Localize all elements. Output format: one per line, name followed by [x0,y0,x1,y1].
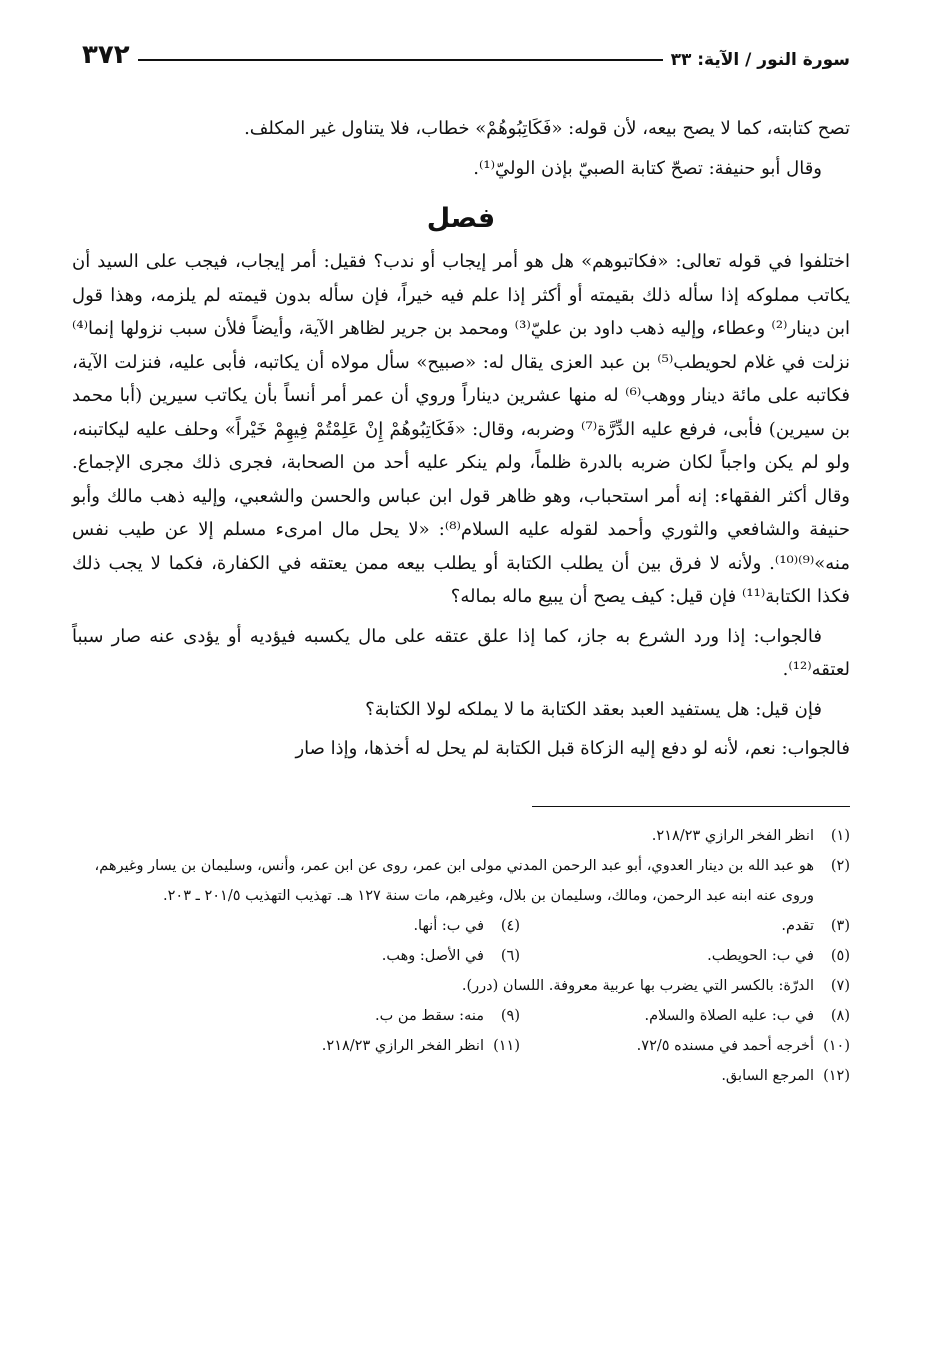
main-text [72,112,850,766]
footnote-text: منه: سقط من ب. [375,1007,484,1024]
footnote-text: في ب: عليه الصلاة والسلام. [644,1007,814,1024]
footnote-text: في ب: أنها. [413,917,484,934]
footnote-pair [72,911,850,941]
footnote [190,941,520,971]
footnote [72,821,850,851]
book-page [72,34,850,1091]
footnote-number: (١١) [493,1037,520,1054]
footnote [72,971,850,1001]
footnotes [72,821,850,1091]
footnote-number: (٣) [830,917,850,934]
footnote [520,1001,850,1031]
footnote-number: (٥) [830,947,850,964]
page-header [72,34,850,70]
footnote [72,851,850,911]
paragraph: فإن قيل: هل يستفيد العبد بعقد الكتابة ما لا يملكه لولا الكتابة؟ [365,698,822,720]
paragraph: وقال أبو حنيفة: تصحّ كتابة الصبيّ بإذن الوليّ⁽¹⁾. [473,157,822,179]
running-head: سورة النور / الآية: ٣٣ [670,50,850,70]
footnote-text: انظر الفخر الرازي ٢١٨/٢٣. [321,1037,484,1054]
footnote-number: (١) [830,827,850,844]
footnote [520,1031,850,1061]
page-number: ٣٧٢ [82,40,130,70]
footnote [190,911,520,941]
footnote [520,911,850,941]
footnote-text: المرجع السابق. [721,1067,814,1084]
paragraph: اختلفوا في قوله تعالى: «فكاتبوهم» هل هو أمر إيجاب أو ندب؟ فقيل: أمر إيجاب، فيجب على السيد أن يكاتب مملوكه إذا سأله ذلك بقيمته أو أكثر إذا علم فيه خيراً، فإن سأله بدون قيمته لم يلزمه، وهذا قول ابن دينار⁽²⁾ وعطاء، وإليه ذهب داود بن عليّ⁽³⁾ ومحمد بن جرير لظاهر الآية، وأيضاً فلأن سبب نزولها إنما⁽⁴⁾ نزلت في غلام لحويطب⁽⁵⁾ بن عبد العزى يقال له: «صبيح» سأل مولاه أن يكاتبه، فأبى عليه، فنزلت الآية، فكاتبه على مائة دينار ووهب⁽⁶⁾ له منها عشرين ديناراً وروي أن عمر أمر أنساً بأن يكاتب سيرين (أبا محمد بن سيرين) فأبى، فرفع عليه الدِّرَّة⁽⁷⁾ وضربه، وقال: «فَكَاتِبُوهُمْ إِنْ عَلِمْتُمْ فِيهِمْ خَيْراً» وحلف عليه ليكاتبنه، ولو لم يكن واجباً لكان ضربه بالدرة ظلماً، ولم ينكر عليه أحد من الصحابة، فجرى ذلك مجرى الإجماع. وقال أكثر الفقهاء: إنه أمر استحباب، وهو ظاهر قول ابن عباس والحسن والشعبي، وإليه ذهب مالك وأبو حنيفة والشافعي والثوري وأحمد لقوله عليه السلام⁽⁸⁾: «لا يحل مال امرىء مسلم إلا عن طيب نفس منه»⁽⁹⁾⁽¹⁰⁾. ولأنه لا فرق بين أن يطلب الكتابة أو يطلب بيعه ممن يعتقه في الكفارة، فكما لا يجب ذلك فكذا الكتابة⁽¹¹⁾ فإن قيل: كيف يصح أن يبيع ماله بماله؟ [72,251,850,607]
footnote-pair [72,941,850,971]
footnote-separator [532,806,850,807]
footnote-text: انظر الفخر الرازي ٢١٨/٢٣. [651,827,814,844]
footnote-pair [72,1031,850,1061]
footnote-number: (٨) [830,1007,850,1024]
footnote-text: تقدم. [781,917,814,934]
footnote-text: أخرجه أحمد في مسنده ٧٢/٥. [636,1037,814,1054]
footnote-number: (٦) [500,947,520,964]
paragraph: فالجواب: إذا ورد الشرع به جاز، كما إذا علق عتقه على مال يكسبه فيؤديه أو يؤدى عنه صار سبباً لعتقه⁽¹²⁾. [72,625,850,680]
footnote-text: في ب: الحويطب. [707,947,814,964]
footnote-number: (٤) [500,917,520,934]
footnote-text: هو عبد الله بن دينار العدوي، أبو عبد الرحمن المدني مولى ابن عمر، روى عن ابن عمر، وأنس، وسليمان بن يسار وغيرهم، وروى عنه ابنه عبد الرحمن، ومالك، وسليمان بن بلال، وغيرهم، مات سنة ١٢٧ هـ. تهذيب التهذيب ٢٠١/٥ ـ ٢٠٣. [94,857,814,904]
header-rule [138,59,663,61]
footnote-number: (٩) [500,1007,520,1024]
footnote-number: (١٠) [823,1037,850,1054]
footnote-text: في الأصل: وهب. [381,947,484,964]
footnote-number: (٧) [830,977,850,994]
footnote-text: الدرّة: بالكسر التي يضرب بها عربية معروفة. اللسان (درر). [461,977,814,994]
footnote [190,1031,520,1061]
paragraph: فالجواب: نعم، لأنه لو دفع إليه الزكاة قبل الكتابة لم يحل له أخذها، وإذا صار [295,738,850,759]
footnote [190,1001,520,1031]
footnote-number: (١٢) [823,1067,850,1084]
section-title: فصل [426,203,496,234]
footnote [72,1061,850,1091]
paragraph: تصح كتابته، كما لا يصح بيعه، لأن قوله: «فَكَاتِبُوهُمْ» خطاب، فلا يتناول غير المكلف. [244,118,850,139]
footnote-number: (٢) [830,857,850,874]
footnote-pair [72,1001,850,1031]
footnote [520,941,850,971]
